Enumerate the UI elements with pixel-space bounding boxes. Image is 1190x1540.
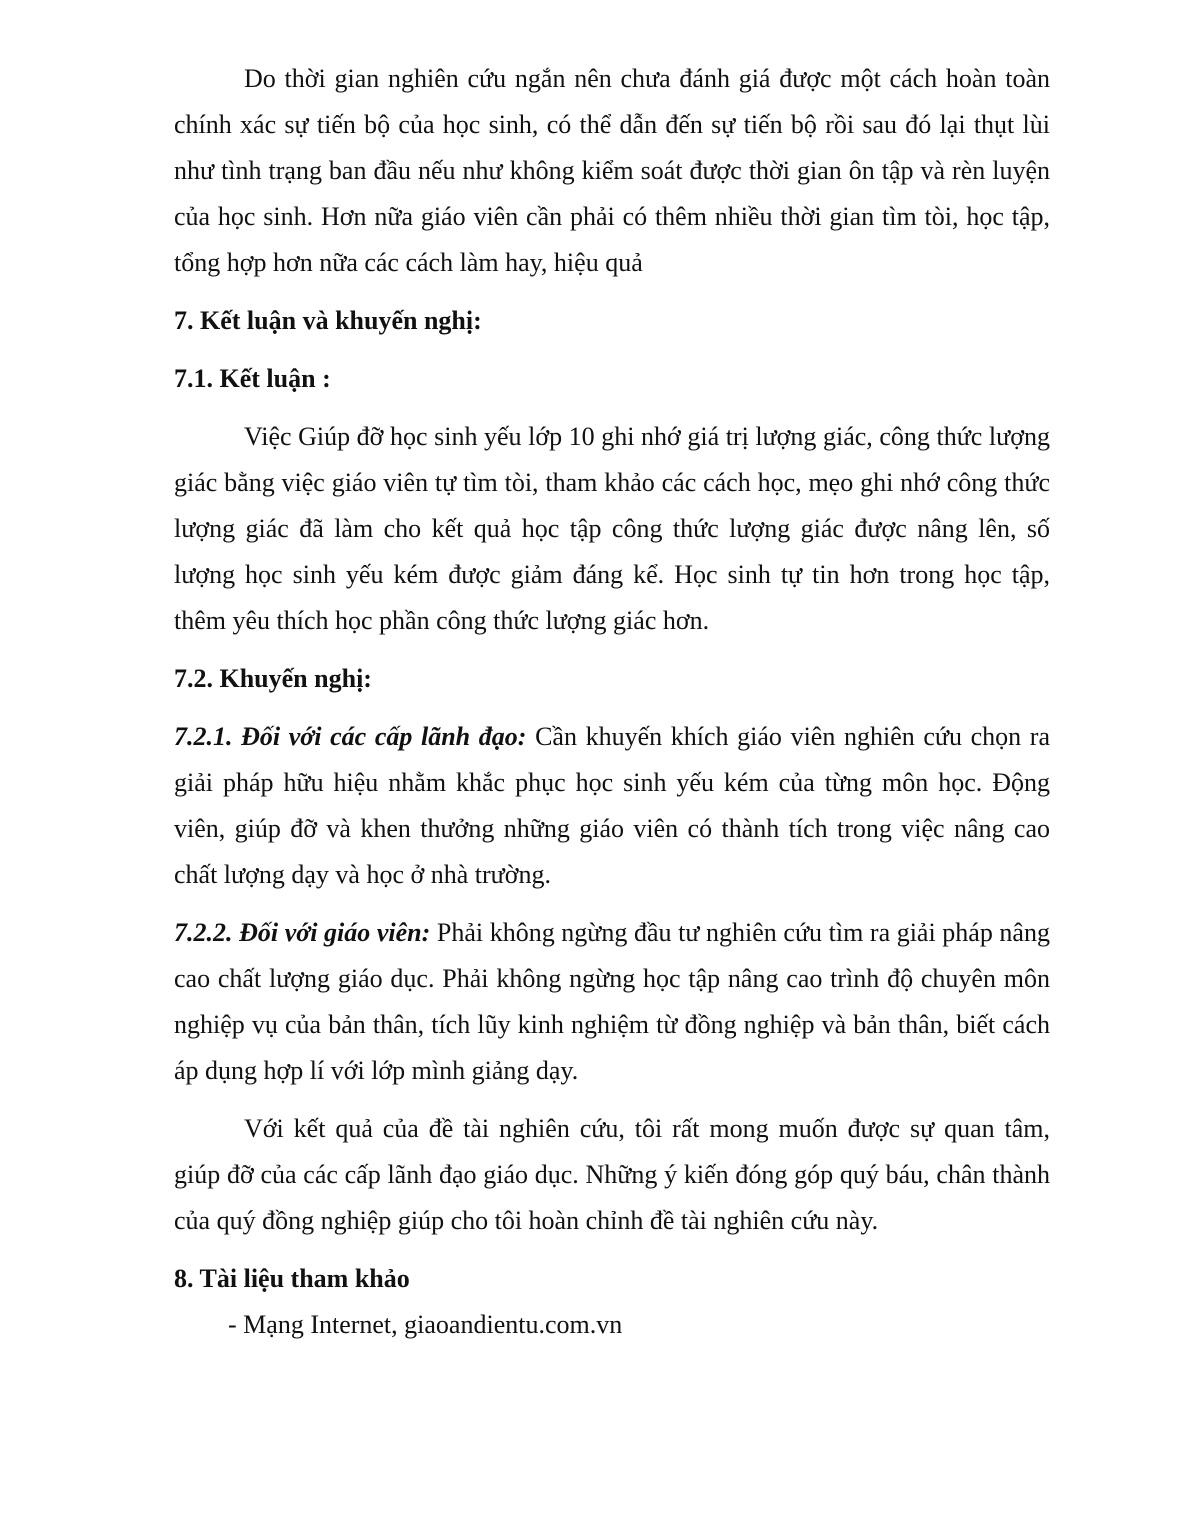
section-7-heading: 7. Kết luận và khuyến nghị:: [174, 306, 482, 335]
leaders-label: 7.2.1. Đối với các cấp lãnh đạo:: [174, 722, 527, 751]
leaders-text: Cần khuyến khích giáo viên nghiên cứu chọn ra giải pháp hữu hiệu nhằm khắc phục học sinh yếu kém của từng môn học. Động viên, giúp đỡ và khen thưởng những giáo viên có thành tích trong việc nâng cao chất lượng dạy và học ở nhà trường.: [174, 722, 1050, 889]
limitations-paragraph: Do thời gian nghiên cứu ngắn nên chưa đánh giá được một cách hoàn toàn chính xác sự tiến bộ của học sinh, có thể dẫn đến sự tiến bộ rồi sau đó lại thụt lùi như tình trạng ban đầu nếu như không kiểm soát được thời gian ôn tập và rèn luyện của học sinh. Hơn nữa giáo viên cần phải có thêm nhiều thời gian tìm tòi, học tập, tổng hợp hơn nữa các cách làm hay, hiệu quả: [174, 64, 1050, 277]
section-7-2-heading: 7.2. Khuyến nghị:: [174, 664, 372, 693]
section-8-heading: 8. Tài liệu tham khảo: [174, 1264, 410, 1293]
reference-item: - Mạng Internet, giaoandientu.com.vn: [228, 1310, 623, 1339]
teachers-recommendation: [174, 910, 1050, 1094]
leaders-recommendation: [174, 714, 1050, 898]
teachers-label: 7.2.2. Đối với giáo viên:: [174, 918, 431, 947]
conclusion-paragraph: Việc Giúp đỡ học sinh yếu lớp 10 ghi nhớ giá trị lượng giác, công thức lượng giác bằng việc giáo viên tự tìm tòi, tham khảo các cách học, mẹo ghi nhớ công thức lượng giác đã làm cho kết quả học tập công thức lượng giác được nâng lên, số lượng học sinh yếu kém được giảm đáng kể. Học sinh tự tin hơn trong học tập, thêm yêu thích học phần công thức lượng giác hơn.: [174, 422, 1050, 635]
closing-paragraph: Với kết quả của đề tài nghiên cứu, tôi rất mong muốn được sự quan tâm, giúp đỡ của các cấp lãnh đạo giáo dục. Những ý kiến đóng góp quý báu, chân thành của quý đồng nghiệp giúp cho tôi hoàn chỉnh đề tài nghiên cứu này.: [174, 1114, 1050, 1235]
teachers-text: Phải không ngừng đầu tư nghiên cứu tìm ra giải pháp nâng cao chất lượng giáo dục. Phải không ngừng học tập nâng cao trình độ chuyên môn nghiệp vụ của bản thân, tích lũy kinh nghiệm từ đồng nghiệp và bản thân, biết cách áp dụng hợp lí với lớp mình giảng dạy.: [174, 918, 1050, 1085]
section-7-1-heading: 7.1. Kết luận :: [174, 364, 331, 393]
document-page: [174, 56, 1050, 1348]
